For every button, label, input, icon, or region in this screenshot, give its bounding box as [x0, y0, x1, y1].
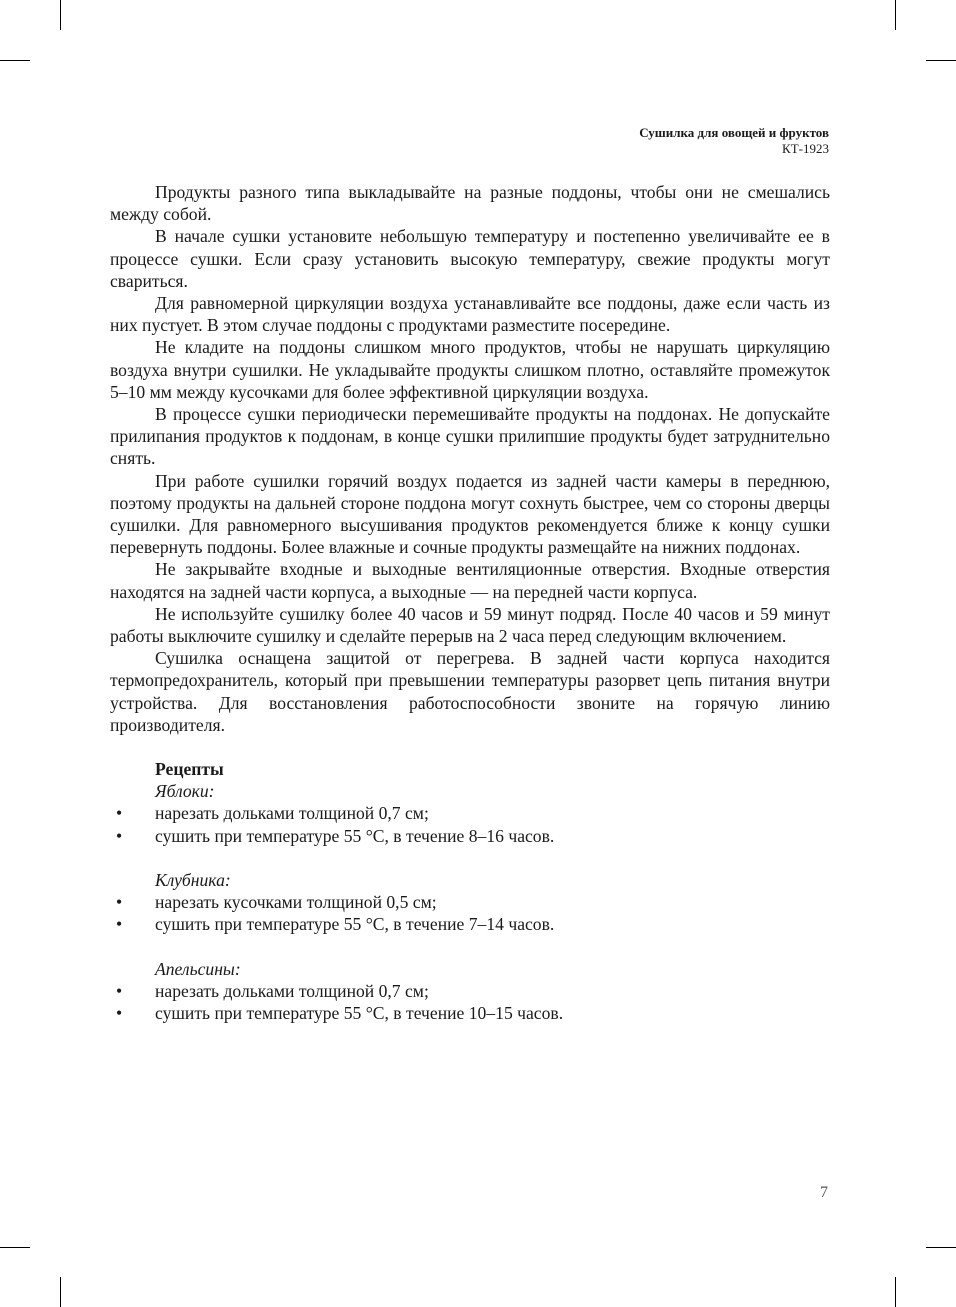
recipe-name: Апельсины:	[155, 958, 241, 979]
recipe-step: • сушить при температуре 55 °С, в течение 8–16 часов.	[110, 825, 830, 847]
paragraph: Не используйте сушилку более 40 часов и 59 минут подряд. После 40 часов и 59 минут работы выключите сушилку и сделайте перерыв на 2 часа перед следующим включением.	[110, 603, 830, 647]
recipe	[110, 869, 830, 936]
recipe	[110, 958, 830, 1025]
recipe-name: Яблоки:	[155, 781, 215, 802]
paragraph: Не кладите на поддоны слишком много продуктов, чтобы не нарушать циркуляцию воздуха внутри сушилки. Не укладывайте продукты слишком плотно, оставляйте промежуток 5–10 мм между кусочками для более эффективной циркуляции воздуха.	[110, 337, 830, 402]
recipe-name: Клубника:	[155, 869, 231, 890]
header-model: КТ-1923	[782, 141, 829, 156]
recipe-steps	[110, 802, 830, 846]
crop-mark	[0, 60, 30, 61]
recipe-step: • сушить при температуре 55 °С, в течение 10–15 часов.	[110, 1002, 830, 1024]
crop-mark	[895, 0, 896, 30]
paragraph: Для равномерной циркуляции воздуха устанавливайте все поддоны, даже если часть из них пустует. В этом случае поддоны с продуктами разместите посередине.	[110, 293, 830, 336]
page-body	[110, 181, 830, 1046]
recipe-steps	[110, 891, 830, 935]
header-title: Сушилка для овощей и фруктов	[639, 125, 829, 140]
crop-mark	[926, 60, 956, 61]
recipe-step: • нарезать дольками толщиной 0,7 см;	[110, 980, 830, 1002]
paragraph: В начале сушки установите небольшую температуру и постепенно увеличивайте ее в процессе сушки. Если сразу установить высокую температуру, свежие продукты могут свариться.	[110, 226, 830, 291]
recipe-step: • сушить при температуре 55 °С, в течение 7–14 часов.	[110, 913, 830, 935]
recipes-section	[110, 758, 830, 1024]
crop-mark	[0, 1247, 30, 1248]
paragraph: Продукты разного типа выкладывайте на разные поддоны, чтобы они не смешались между собой.	[110, 182, 830, 225]
paragraph: Не закрывайте входные и выходные вентиляционные отверстия. Входные отверстия находятся на задней части корпуса, а выходные — на передней части корпуса.	[110, 559, 830, 602]
running-header	[639, 125, 829, 157]
recipe-step: • нарезать дольками толщиной 0,7 см;	[110, 802, 830, 824]
page-number: 7	[820, 1184, 828, 1201]
paragraph: При работе сушилки горячий воздух подается из задней части камеры в переднюю, поэтому продукты на дальней стороне поддона могут сохнуть быстрее, чем со стороны дверцы сушилки. Для равномерного высушивания продуктов рекомендуется ближе к концу сушки перевернуть поддоны. Более влажные и сочные продукты размещайте на нижних поддонах.	[110, 470, 830, 558]
paragraph: Сушилка оснащена защитой от перегрева. В задней части корпуса находится термопредохранитель, который при превышении температуры разорвет цепь питания внутри устройства. Для восстановления работоспособности звоните на горячую линию производителя.	[110, 648, 830, 735]
crop-mark	[895, 1277, 896, 1307]
crop-mark	[60, 1277, 61, 1307]
recipes-heading: Рецепты	[155, 759, 224, 780]
recipe-step: • нарезать кусочками толщиной 0,5 см;	[110, 891, 830, 913]
crop-mark	[926, 1247, 956, 1248]
recipe-steps	[110, 980, 830, 1024]
paragraph: В процессе сушки периодически перемешивайте продукты на поддонах. Не допускайте прилипания продуктов к поддонам, в конце сушки прилипшие продукты будет затруднительно снять.	[110, 404, 830, 469]
crop-mark	[60, 0, 61, 30]
recipe	[110, 780, 830, 847]
